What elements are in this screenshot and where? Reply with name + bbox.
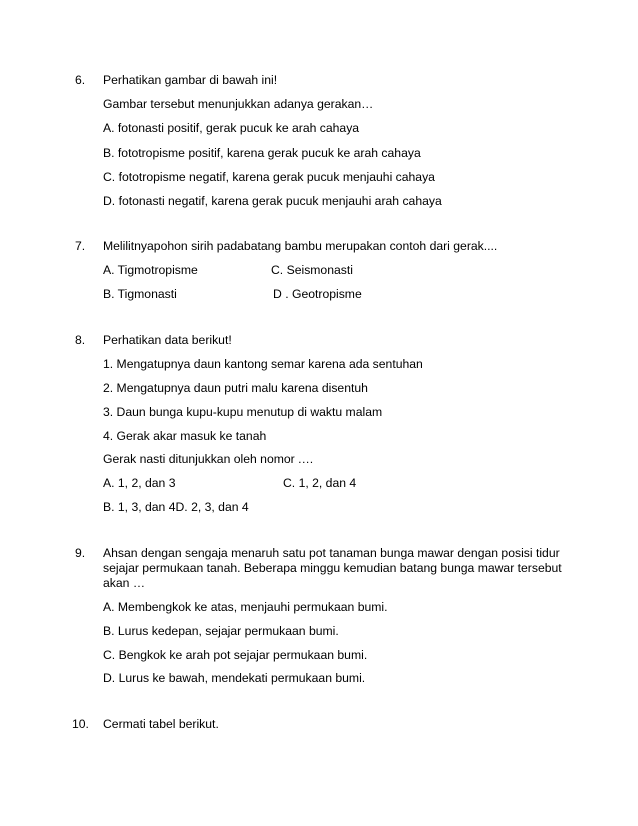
option-b: B. Lurus kedepan, sejajar permukaan bumi.: [103, 624, 339, 638]
option-d: D . Geotropisme: [273, 287, 362, 301]
question-number: 10.: [72, 717, 89, 731]
question-prompt: Gambar tersebut menunjukkan adanya gerakan…: [103, 97, 374, 111]
question-stem-line-3: akan …: [103, 576, 146, 590]
question-number: 7.: [75, 239, 86, 253]
option-c: C. fototropisme negatif, karena gerak pucuk menjauhi cahaya: [103, 170, 435, 184]
question-stem-line-2: sejajar permukaan tanah. Beberapa minggu kemudian batang bunga mawar tersebut: [103, 561, 562, 575]
question-prompt: Gerak nasti ditunjukkan oleh nomor .…: [103, 452, 314, 466]
data-item-4: 4. Gerak akar masuk ke tanah: [103, 429, 267, 443]
question-stem: Cermati tabel berikut.: [103, 717, 219, 731]
option-c: C. 1, 2, dan 4: [283, 476, 357, 490]
data-item-3: 3. Daun bunga kupu-kupu menutup di waktu malam: [103, 405, 383, 419]
question-number: 8.: [75, 333, 86, 347]
option-a: A. Tigmotropisme: [103, 263, 198, 277]
data-item-1: 1. Mengatupnya daun kantong semar karena ada sentuhan: [103, 357, 423, 371]
question-stem: Perhatikan gambar di bawah ini!: [103, 73, 278, 87]
option-d: D. Lurus ke bawah, mendekati permukaan bumi.: [103, 671, 366, 685]
option-b: B. Tigmonasti: [103, 287, 177, 301]
option-b-d: B. 1, 3, dan 4D. 2, 3, dan 4: [103, 500, 249, 514]
option-c: C. Seismonasti: [271, 263, 353, 277]
question-stem: Perhatikan data berikut!: [103, 333, 232, 347]
option-a: A. 1, 2, dan 3: [103, 476, 176, 490]
option-c: C. Bengkok ke arah pot sejajar permukaan bumi.: [103, 648, 368, 662]
option-b: B. fototropisme positif, karena gerak pucuk ke arah cahaya: [103, 146, 421, 160]
option-a: A. Membengkok ke atas, menjauhi permukaan bumi.: [103, 600, 388, 614]
option-a: A. fotonasti positif, gerak pucuk ke arah cahaya: [103, 121, 360, 135]
question-stem: Melilitnyapohon sirih padabatang bambu merupakan contoh dari gerak....: [103, 239, 498, 253]
question-stem-line-1: Ahsan dengan sengaja menaruh satu pot tanaman bunga mawar dengan posisi tidur: [103, 546, 560, 560]
data-item-2: 2. Mengatupnya daun putri malu karena disentuh: [103, 381, 368, 395]
question-number: 9.: [75, 546, 86, 560]
question-number: 6.: [75, 73, 86, 87]
option-d: D. fotonasti negatif, karena gerak pucuk menjauhi arah cahaya: [103, 194, 442, 208]
